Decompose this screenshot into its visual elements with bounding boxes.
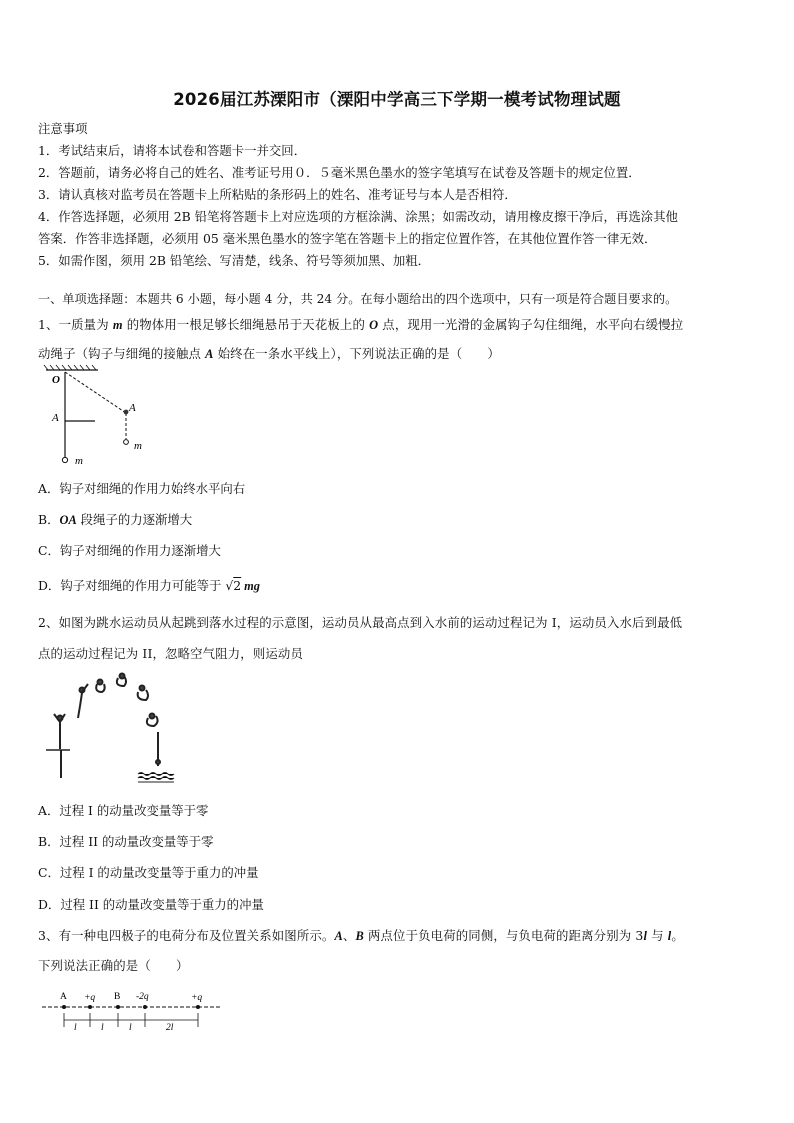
- label-point-B: B: [114, 992, 121, 1002]
- q3-stem-line1: 3、有一种电四极子的电荷分布及位置关系如图所示。A、B 两点位于负电荷的同侧，与负电荷的距离分别为 3l 与 l。: [38, 928, 684, 943]
- notice-item: 答案．作答非选择题，必须用 05 毫米黑色墨水的签字笔在答题卡上的指定位置作答，在其他位置作答一律无效．: [38, 231, 657, 246]
- q1-option-b: B．OA 段绳子的力逐渐增大: [38, 512, 193, 527]
- q1-option-d: D．钩子对细绳的作用力可能等于 √2 mg: [38, 578, 260, 593]
- label-A-left: A: [52, 412, 59, 424]
- label-charge-minus-2q: -2q: [136, 992, 149, 1002]
- sqrt-symbol: √: [225, 578, 234, 593]
- label-distance-3: l: [129, 1023, 132, 1033]
- q3-stem-line2: 下列说法正确的是（ ）: [38, 958, 189, 973]
- q2-diver-figure: [40, 670, 180, 790]
- label-m-right: m: [134, 440, 142, 452]
- q1-figure: [38, 364, 168, 468]
- label-m-left: m: [75, 455, 83, 467]
- q1-stem-line2: 动绳子（钩子与细绳的接触点 A 始终在一条水平线上），下列说法正确的是（ ）: [38, 346, 500, 361]
- section-heading: 一、单项选择题：本题共 6 小题，每小题 4 分，共 24 分。在每小题给出的四个选项中，只有一项是符合题目要求的。: [38, 292, 678, 306]
- q3-charge-figure: [38, 985, 228, 1035]
- label-O: O: [52, 374, 60, 386]
- notice-item: 1．考试结束后，请将本试卷和答题卡一并交回．: [38, 143, 307, 158]
- notice-heading: 注意事项: [38, 121, 88, 136]
- q2-stem-line2: 点的运动过程记为 II，忽略空气阻力，则运动员: [38, 646, 303, 661]
- label-distance-4: 2l: [166, 1023, 174, 1033]
- page-title: 2026届江苏溧阳市（溧阳中学高三下学期一模考试物理试题: [173, 90, 621, 109]
- notice-item: 2．答题前，请务必将自己的姓名、准考证号用０．５毫米黑色墨水的签字笔填写在试卷及答题卡的规定位置．: [38, 165, 641, 180]
- q1-option-c: C．钩子对细绳的作用力逐渐增大: [38, 543, 221, 558]
- q2-option-a: A．过程 I 的动量改变量等于零: [38, 803, 209, 818]
- label-point-A: A: [60, 992, 67, 1002]
- q2-option-d: D．过程 II 的动量改变量等于重力的冲量: [38, 897, 264, 912]
- q1-option-a: A．钩子对细绳的作用力始终水平向右: [38, 481, 246, 496]
- label-distance-1: l: [74, 1023, 77, 1033]
- label-A-right: A: [129, 402, 136, 414]
- q2-option-c: C．过程 I 的动量改变量等于重力的冲量: [38, 865, 259, 880]
- q2-stem-line1: 2、如图为跳水运动员从起跳到落水过程的示意图，运动员从最高点到入水前的运动过程记为 I，运动员入水后到最低: [38, 615, 683, 630]
- label-charge-plus-q-2: +q: [191, 993, 203, 1003]
- notice-item: 3．请认真核对监考员在答题卡上所粘贴的条形码上的姓名、准考证号与本人是否相符．: [38, 187, 517, 202]
- label-distance-2: l: [101, 1023, 104, 1033]
- notice-item: 5．如需作图，须用 2B 铅笔绘、写清楚，线条、符号等须加黑、加粗．: [38, 253, 431, 268]
- q1-stem-line1: 1、一质量为 m 的物体用一根足够长细绳悬吊于天花板上的 O 点，现用一光滑的金属钩子勾住细绳，水平向右缓慢拉: [38, 317, 684, 332]
- q2-option-b: B．过程 II 的动量改变量等于零: [38, 834, 214, 849]
- notice-item: 4．作答选择题，必须用 2B 铅笔将答题卡上对应选项的方框涂满、涂黑；如需改动，请用橡皮擦干净后，再选涂其他: [38, 209, 678, 224]
- label-charge-plus-q-1: +q: [84, 993, 96, 1003]
